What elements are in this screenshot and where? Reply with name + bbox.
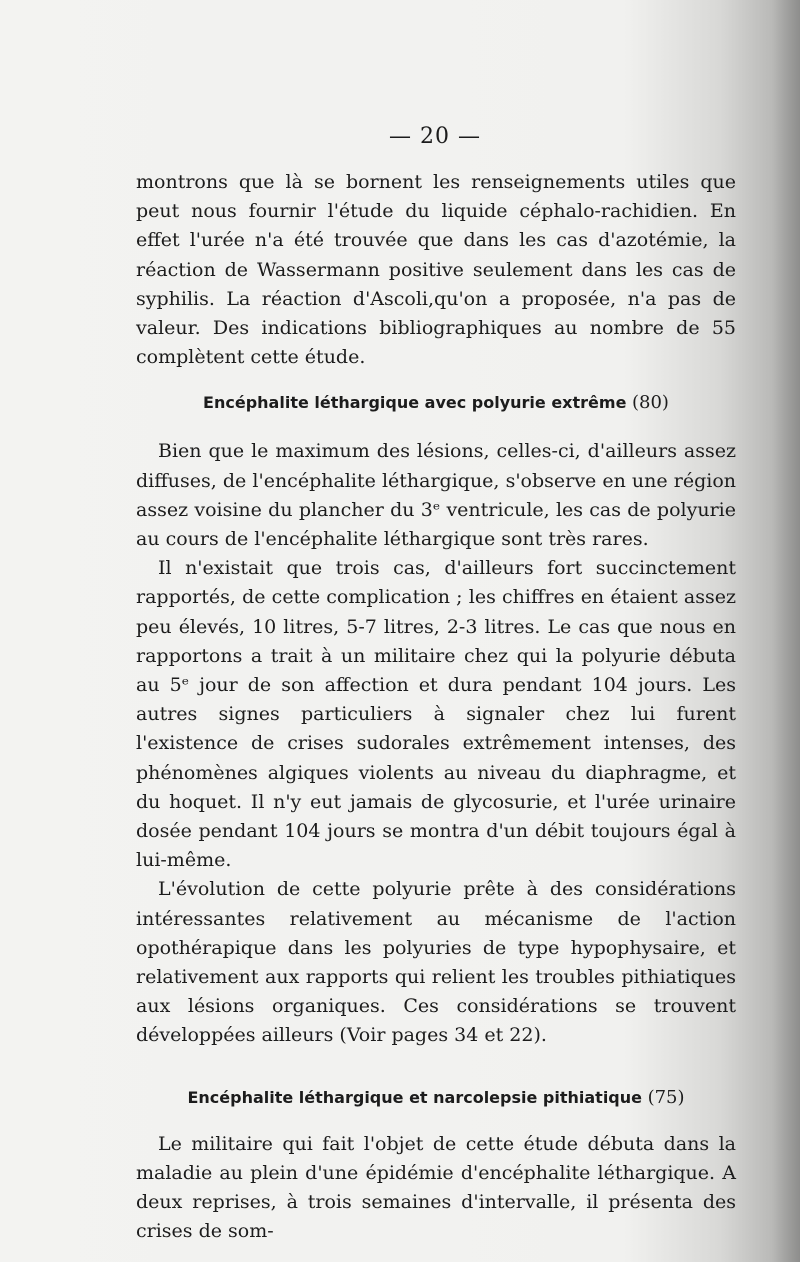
body-paragraph: Le militaire qui fait l'objet de cette étude débuta dans la maladie au plein d'une épidémie d'encéphalite léthargique. A deux reprises, à trois semaines d'intervalle, il présenta des crises de som- [136, 1132, 736, 1243]
page-number: — 20 — [389, 124, 481, 149]
intro-paragraph: montrons que là se bornent les renseignements utiles que peut nous fournir l'étude du liquide céphalo-rachidien. En effet l'urée n'a été trouvée que dans les cas d'azotémie, la réaction de Wassermann positive seulement dans les cas de syphilis. La réaction d'Ascoli,qu'on a proposée, n'a pas de valeur. Des indications bibliographiques au nombre de 55 complètent cette étude. [136, 171, 736, 369]
section-reference: (75) [647, 1086, 685, 1108]
body-paragraph: Il n'existait que trois cas, d'ailleurs fort succinctement rapportés, de cette complication ; les chiffres en étaient assez peu élevés, 10 litres, 5-7 litres, 2-3 litres. Le cas que nous en rapportons a trait à un militaire chez qui la polyurie débuta au 5ᵉ jour de son affection et dura pendant 104 jours. Les autres signes particuliers à signaler chez lui furent l'existence de crises sudorales extrêmement intenses, des phénomènes algiques violents au niveau du diaphragme, et du hoquet. Il n'y eut jamais de glycosurie, et l'urée urinaire dosée pendant 104 jours se montra d'un débit toujours égal à lui-même. [136, 557, 736, 872]
body-paragraph: L'évolution de cette polyurie prête à des considérations intéressantes relativement au mécanisme de l'action opothérapique dans les polyuries de type hypophysaire, et relativement aux rapports qui relient les troubles pithiatiques aux lésions organiques. Ces considérations se trouvent développées ailleurs (Voir pages 34 et 22). [136, 878, 736, 1047]
page-edge-shadow [772, 0, 800, 1262]
section-title: Encéphalite léthargique avec polyurie extrême [203, 393, 627, 413]
page-body [136, 168, 736, 1247]
section-title: Encéphalite léthargique et narcolepsie pithiatique [187, 1087, 642, 1107]
body-paragraph: Bien que le maximum des lésions, celles-ci, d'ailleurs assez diffuses, de l'encéphalite léthargique, s'observe en une région assez voisine du plancher du 3ᵉ ventricule, les cas de polyurie au cours de l'encéphalite léthargique sont très rares. [136, 440, 736, 551]
section-reference: (80) [632, 392, 669, 414]
section-heading-narcolepsie [136, 1087, 736, 1108]
section-heading-polyurie [136, 392, 736, 413]
